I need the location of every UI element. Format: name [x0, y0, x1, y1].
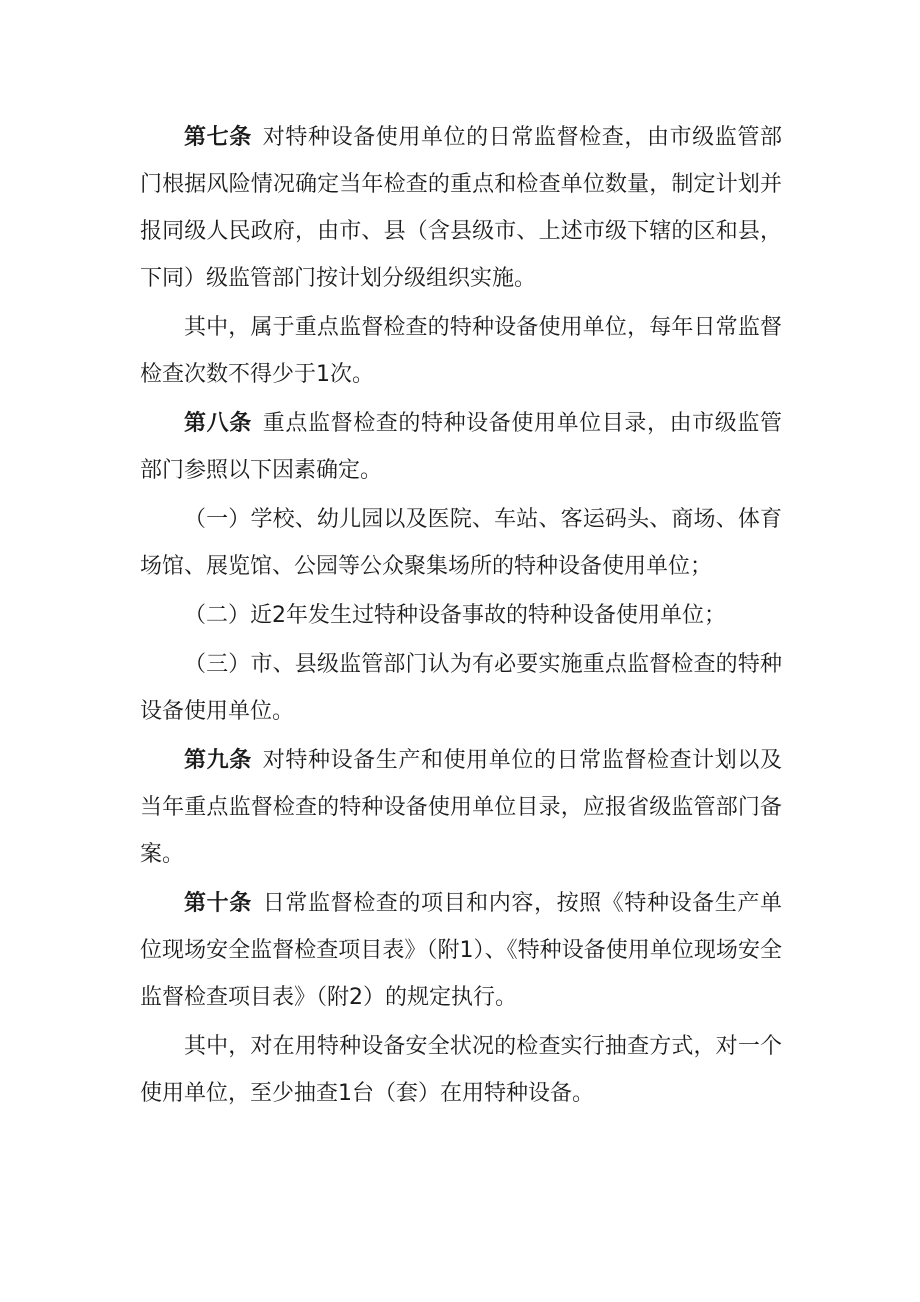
- article-heading: 第七条: [184, 125, 252, 150]
- document-body: [140, 114, 782, 1119]
- paragraph-text: 其中，对在用特种设备安全状况的检查实行抽查方式，对一个使用单位，至少抽查1台（套）在用特种设备。: [140, 1034, 782, 1106]
- paragraph-article-10: [140, 880, 782, 1021]
- paragraph-text: 日常监督检查的项目和内容，按照《特种设备生产单位现场安全监督检查项目表》（附1）、《特种设备使用单位现场安全监督检查项目表》（附2）的规定执行。: [140, 891, 782, 1010]
- article-heading: 第八条: [184, 411, 252, 436]
- paragraph-article-9: [140, 737, 782, 878]
- article-heading: 第十条: [184, 891, 252, 916]
- paragraph-article-8: [140, 400, 782, 494]
- paragraph-article-7: [140, 114, 782, 302]
- paragraph-text: （二）近2年发生过特种设备事故的特种设备使用单位；: [184, 603, 726, 628]
- paragraph-item-2: [140, 592, 782, 639]
- paragraph-text: （三）市、县级监管部门认为有必要实施重点监督检查的特种设备使用单位。: [140, 652, 782, 724]
- paragraph-item-3: [140, 641, 782, 735]
- paragraph-text: （一）学校、幼儿园以及医院、车站、客运码头、商场、体育场馆、展览馆、公园等公众聚集场所的特种设备使用单位；: [140, 507, 782, 579]
- paragraph-text: 对特种设备使用单位的日常监督检查，由市级监管部门根据风险情况确定当年检查的重点和检查单位数量，制定计划并报同级人民政府，由市、县（含县级市、上述市级下辖的区和县，下同）级监管部门按计划分级组织实施。: [140, 125, 782, 291]
- paragraph-text: 其中，属于重点监督检查的特种设备使用单位，每年日常监督检查次数不得少于1次。: [140, 315, 782, 387]
- paragraph-text: 重点监督检查的特种设备使用单位目录，由市级监管部门参照以下因素确定。: [140, 411, 782, 483]
- paragraph-article-10-note: [140, 1023, 782, 1117]
- article-heading: 第九条: [184, 748, 252, 773]
- paragraph-item-1: [140, 496, 782, 590]
- paragraph-article-7-note: [140, 304, 782, 398]
- paragraph-text: 对特种设备生产和使用单位的日常监督检查计划以及当年重点监督检查的特种设备使用单位目录，应报省级监管部门备案。: [140, 748, 782, 867]
